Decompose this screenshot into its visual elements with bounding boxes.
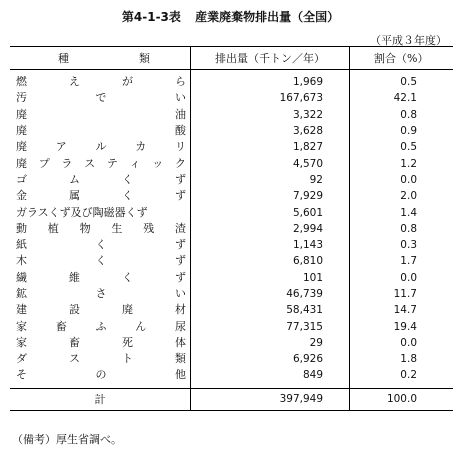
row-label-char: 家 <box>16 319 27 333</box>
row-ratio: 0.0 <box>350 172 454 188</box>
table-row <box>10 70 453 91</box>
table-row <box>10 286 453 302</box>
row-label <box>10 139 191 155</box>
row-label <box>10 253 191 269</box>
row-ratio: 0.8 <box>350 107 454 123</box>
row-label-char: え <box>69 75 80 89</box>
fiscal-year-note: （平成３年度） <box>370 34 447 47</box>
row-emission: 167,673 <box>191 90 350 106</box>
row-label <box>10 237 191 253</box>
total-ratio: 100.0 <box>350 388 454 410</box>
row-label-char: い <box>175 91 186 105</box>
row-label-char: で <box>95 91 107 105</box>
row-label-char: ッ <box>152 156 164 170</box>
row-label-char: 廃 <box>16 107 27 121</box>
table-body <box>10 70 453 389</box>
row-label-char: ル <box>95 140 107 154</box>
row-emission: 6,810 <box>191 253 350 269</box>
row-emission: 849 <box>191 367 350 388</box>
table-row <box>10 253 453 269</box>
table-row <box>10 123 453 139</box>
header-ratio-1: 割 <box>374 52 385 65</box>
total-label: 計 <box>10 388 191 410</box>
row-label-char: い <box>175 287 186 300</box>
row-ratio: 1.7 <box>350 253 454 269</box>
row-ratio: 19.4 <box>350 318 454 334</box>
row-label-char: 建 <box>16 303 27 317</box>
table-row <box>10 351 453 367</box>
row-label-char: そ <box>16 368 27 382</box>
row-label-char: 属 <box>69 189 80 203</box>
row-ratio: 1.8 <box>350 351 454 367</box>
row-label-char: く <box>122 189 133 203</box>
row-label-char: く <box>95 254 107 268</box>
table-row <box>10 139 453 155</box>
row-ratio: 0.8 <box>350 221 454 237</box>
row-ratio: 0.5 <box>350 70 454 91</box>
row-label <box>10 335 191 351</box>
header-emission: 排出量（千トン／年） <box>191 47 350 70</box>
table-row <box>10 302 453 318</box>
row-ratio: 0.5 <box>350 139 454 155</box>
row-label-char: 渣 <box>174 221 186 235</box>
table-title-text: 産業廃棄物排出量（全国） <box>195 10 340 24</box>
table-row <box>10 318 453 334</box>
row-label-char: く <box>95 238 107 252</box>
row-label <box>10 286 191 302</box>
row-label-char: ふ <box>95 319 107 333</box>
row-label-char: ラ <box>61 156 73 170</box>
row-emission: 29 <box>191 335 350 351</box>
row-emission: 5,601 <box>191 204 350 220</box>
row-label-char: ず <box>175 270 186 284</box>
table-row <box>10 172 453 188</box>
row-label-char: ト <box>122 352 133 366</box>
row-label-char: 畜 <box>69 335 80 349</box>
row-label-char: 類 <box>175 352 186 366</box>
row-label-char: 家 <box>16 335 27 349</box>
row-label-char: ア <box>55 140 67 154</box>
row-emission: 58,431 <box>191 302 350 318</box>
row-label-char: 鉱 <box>16 287 27 300</box>
row-label <box>10 155 191 171</box>
row-ratio: 2.0 <box>350 188 454 204</box>
row-label-char: ム <box>69 172 80 186</box>
row-ratio: 0.2 <box>350 367 454 388</box>
row-label-char: テ <box>106 156 118 170</box>
row-ratio: 0.0 <box>350 270 454 286</box>
row-label-char: 植 <box>47 221 59 235</box>
row-label-char: 廃 <box>16 156 27 170</box>
header-ratio <box>350 47 454 70</box>
row-label-char: 金 <box>16 189 27 203</box>
row-label-char: 尿 <box>175 319 186 333</box>
row-label-char: 死 <box>122 335 133 349</box>
row-emission: 101 <box>191 270 350 286</box>
row-label-char: く <box>122 172 133 186</box>
row-emission: 92 <box>191 172 350 188</box>
row-label-char: 材 <box>175 303 186 317</box>
row-emission: 1,827 <box>191 139 350 155</box>
table-row <box>10 221 453 237</box>
row-emission: 46,739 <box>191 286 350 302</box>
row-label-char: カ <box>135 140 147 154</box>
row-ratio: 1.4 <box>350 204 454 220</box>
source-note: （備考）厚生省調べ。 <box>12 433 122 446</box>
row-label <box>10 107 191 123</box>
table-row <box>10 367 453 388</box>
row-label <box>10 351 191 367</box>
row-label <box>10 172 191 188</box>
row-label-char: リ <box>175 140 186 154</box>
row-label-char: ず <box>175 238 186 252</box>
waste-table <box>10 46 453 411</box>
table-row <box>10 270 453 286</box>
row-label-char: ず <box>175 189 186 203</box>
row-label-char: 酸 <box>175 124 186 138</box>
row-label-char: 廃 <box>122 303 133 317</box>
row-emission: 6,926 <box>191 351 350 367</box>
table-row <box>10 188 453 204</box>
row-emission: 7,929 <box>191 188 350 204</box>
row-label-char: 汚 <box>16 91 27 105</box>
row-label-char: 他 <box>175 368 186 382</box>
header-row <box>10 47 453 70</box>
row-label-char: プ <box>38 156 50 170</box>
row-label-char: ゴ <box>16 172 27 186</box>
table-row <box>10 204 453 220</box>
row-label-char: 繊 <box>16 270 27 284</box>
row-label-char: 木 <box>16 254 27 268</box>
row-label-char: ら <box>175 75 186 89</box>
header-kind-2: 類 <box>139 52 150 65</box>
row-label-char: 廃 <box>16 140 27 154</box>
row-ratio: 0.9 <box>350 123 454 139</box>
row-label <box>10 367 191 388</box>
table-title <box>0 8 461 25</box>
total-value: 397,949 <box>191 388 350 410</box>
row-label-char: 油 <box>175 107 186 121</box>
row-emission: 2,994 <box>191 221 350 237</box>
row-ratio: 14.7 <box>350 302 454 318</box>
header-kind-1: 種 <box>58 52 69 65</box>
row-label-char: ス <box>84 156 96 170</box>
row-label-char: さ <box>95 287 107 300</box>
row-label-char: ず <box>175 254 186 268</box>
row-emission: 1,969 <box>191 70 350 91</box>
row-emission: 4,570 <box>191 155 350 171</box>
row-label-char: が <box>122 75 133 89</box>
table-row <box>10 335 453 351</box>
header-ratio-2: 合（%） <box>385 52 429 65</box>
row-label-char: ん <box>135 319 147 333</box>
row-label <box>10 221 191 237</box>
row-label <box>10 318 191 334</box>
row-label <box>10 123 191 139</box>
row-label-char: 体 <box>175 335 186 349</box>
table-row <box>10 237 453 253</box>
row-label-char: ダ <box>16 352 27 366</box>
row-emission: 3,322 <box>191 107 350 123</box>
row-emission: 1,143 <box>191 237 350 253</box>
header-kind <box>10 47 191 70</box>
row-label-char: 紙 <box>16 238 27 252</box>
table-row <box>10 155 453 171</box>
row-label <box>10 270 191 286</box>
row-label-char: ず <box>175 172 186 186</box>
row-label <box>10 90 191 106</box>
table-row <box>10 90 453 106</box>
row-label <box>10 204 191 220</box>
row-label <box>10 302 191 318</box>
row-label-char: ス <box>69 352 80 366</box>
row-emission: 3,628 <box>191 123 350 139</box>
row-label-char: 維 <box>69 270 80 284</box>
row-label-char: 物 <box>79 221 91 235</box>
row-emission: 77,315 <box>191 318 350 334</box>
row-label-char: の <box>95 368 107 382</box>
row-label <box>10 188 191 204</box>
total-row <box>10 388 453 410</box>
row-label-char: ク <box>174 156 186 170</box>
row-ratio: 1.2 <box>350 155 454 171</box>
row-label-char: 廃 <box>16 124 27 138</box>
row-label-char: ガラスくず及び陶磁器くず <box>16 205 148 219</box>
row-ratio: 0.0 <box>350 335 454 351</box>
row-label-char: く <box>122 270 133 284</box>
row-ratio: 11.7 <box>350 286 454 302</box>
row-label-char: 燃 <box>16 75 27 89</box>
row-label-char: ィ <box>129 156 141 170</box>
table-row <box>10 107 453 123</box>
row-label-char: 動 <box>16 221 27 235</box>
row-ratio: 0.3 <box>350 237 454 253</box>
row-label-char: 生 <box>111 221 123 235</box>
row-ratio: 42.1 <box>350 90 454 106</box>
row-label-char: 設 <box>69 303 80 317</box>
row-label <box>10 70 191 91</box>
table-number: 第4-1-3表 <box>121 10 181 24</box>
row-label-char: 残 <box>143 221 155 235</box>
row-label-char: 畜 <box>55 319 67 333</box>
